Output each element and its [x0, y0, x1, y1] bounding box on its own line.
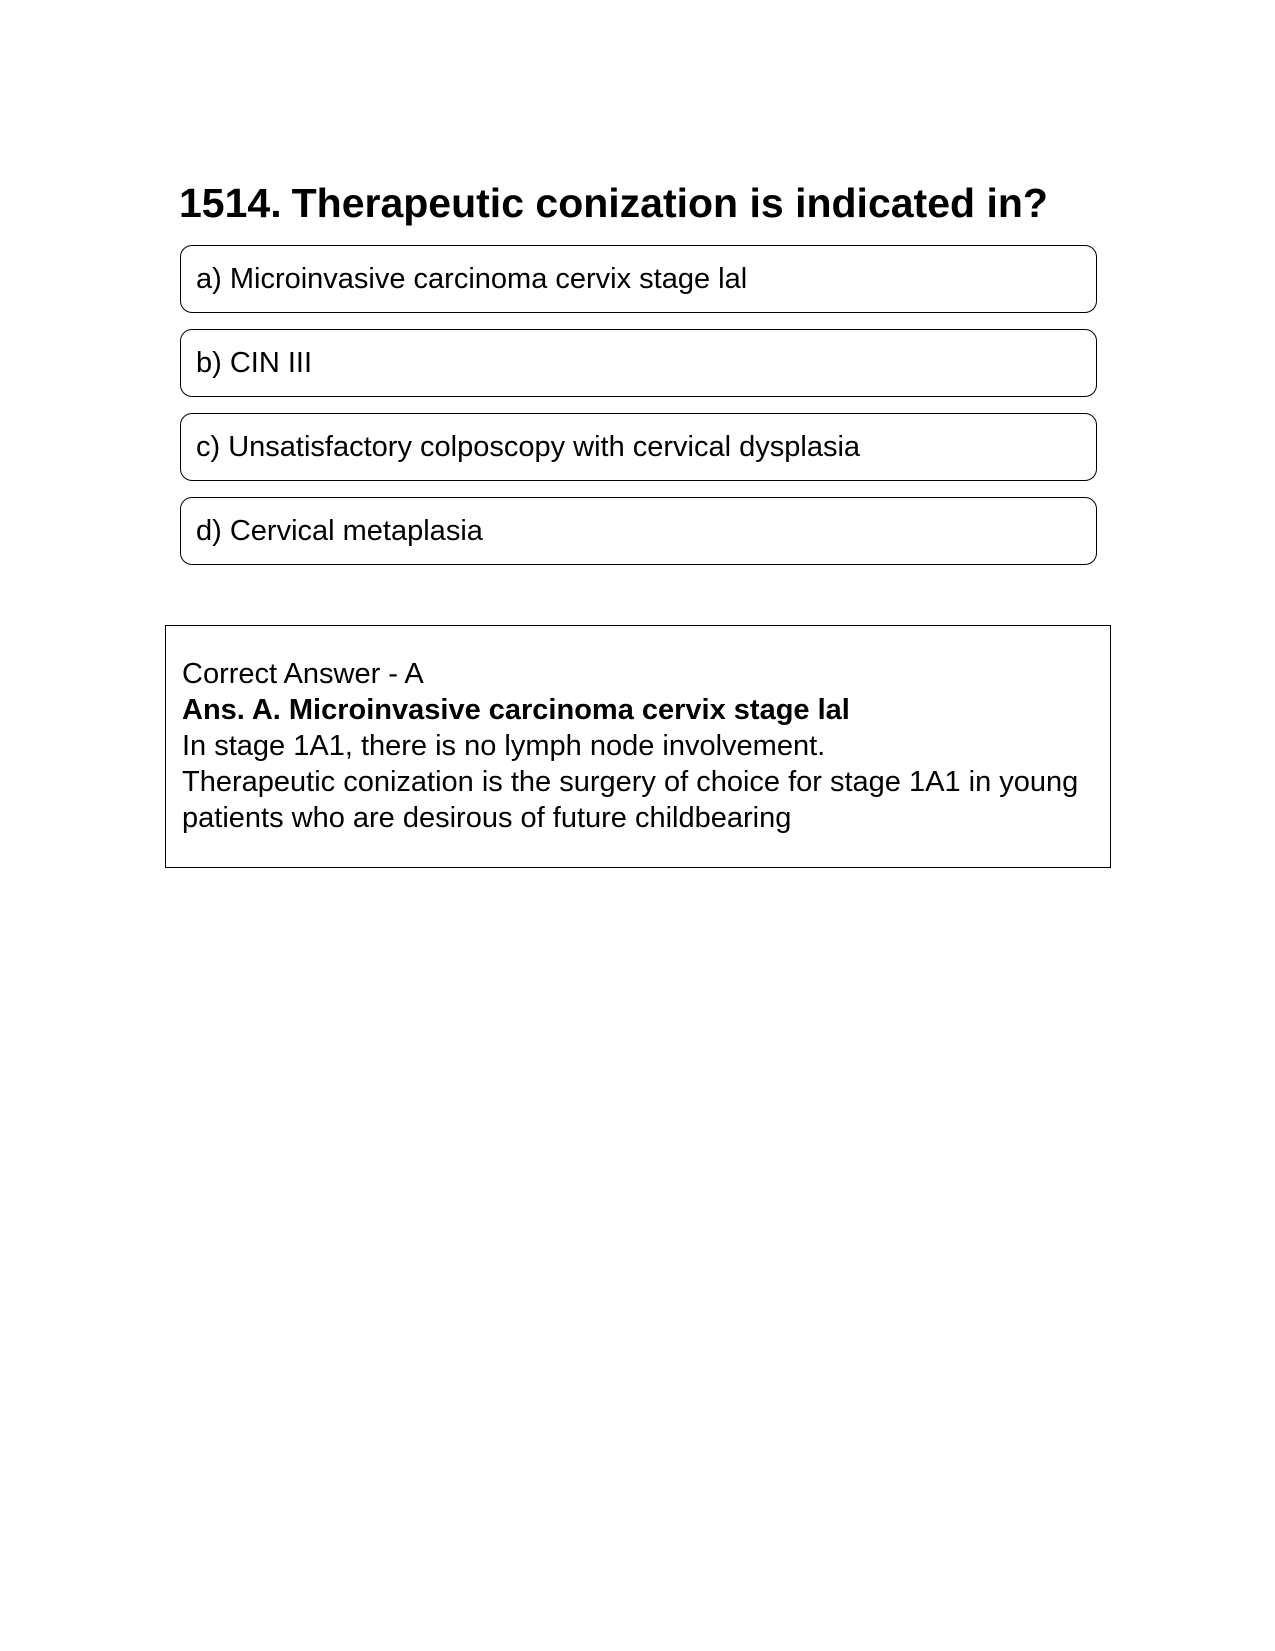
question-title	[179, 178, 1048, 228]
option-b-label: b) CIN III	[196, 346, 313, 379]
options-list	[180, 245, 1097, 581]
question-number: 1514.	[179, 180, 282, 226]
option-c-label: c) Unsatisfactory colposcopy with cervical dysplasia	[196, 430, 861, 463]
answer-heading: Ans. A. Microinvasive carcinoma cervix stage lal	[182, 694, 850, 726]
option-d[interactable]	[180, 497, 1097, 565]
option-a[interactable]	[180, 245, 1097, 313]
correct-answer-line: Correct Answer - A	[182, 658, 424, 690]
answer-explanation-1: In stage 1A1, there is no lymph node involvement.	[182, 730, 826, 762]
answer-explanation-2: Therapeutic conization is the surgery of choice for stage 1A1 in young patients who are desirous of future childbearing	[182, 766, 1079, 834]
option-c[interactable]	[180, 413, 1097, 481]
option-a-label: a) Microinvasive carcinoma cervix stage lal	[196, 262, 748, 295]
question-text: Therapeutic conization is indicated in?	[291, 180, 1048, 226]
option-b[interactable]	[180, 329, 1097, 397]
answer-box	[165, 625, 1111, 868]
option-d-label: d) Cervical metaplasia	[196, 514, 483, 547]
